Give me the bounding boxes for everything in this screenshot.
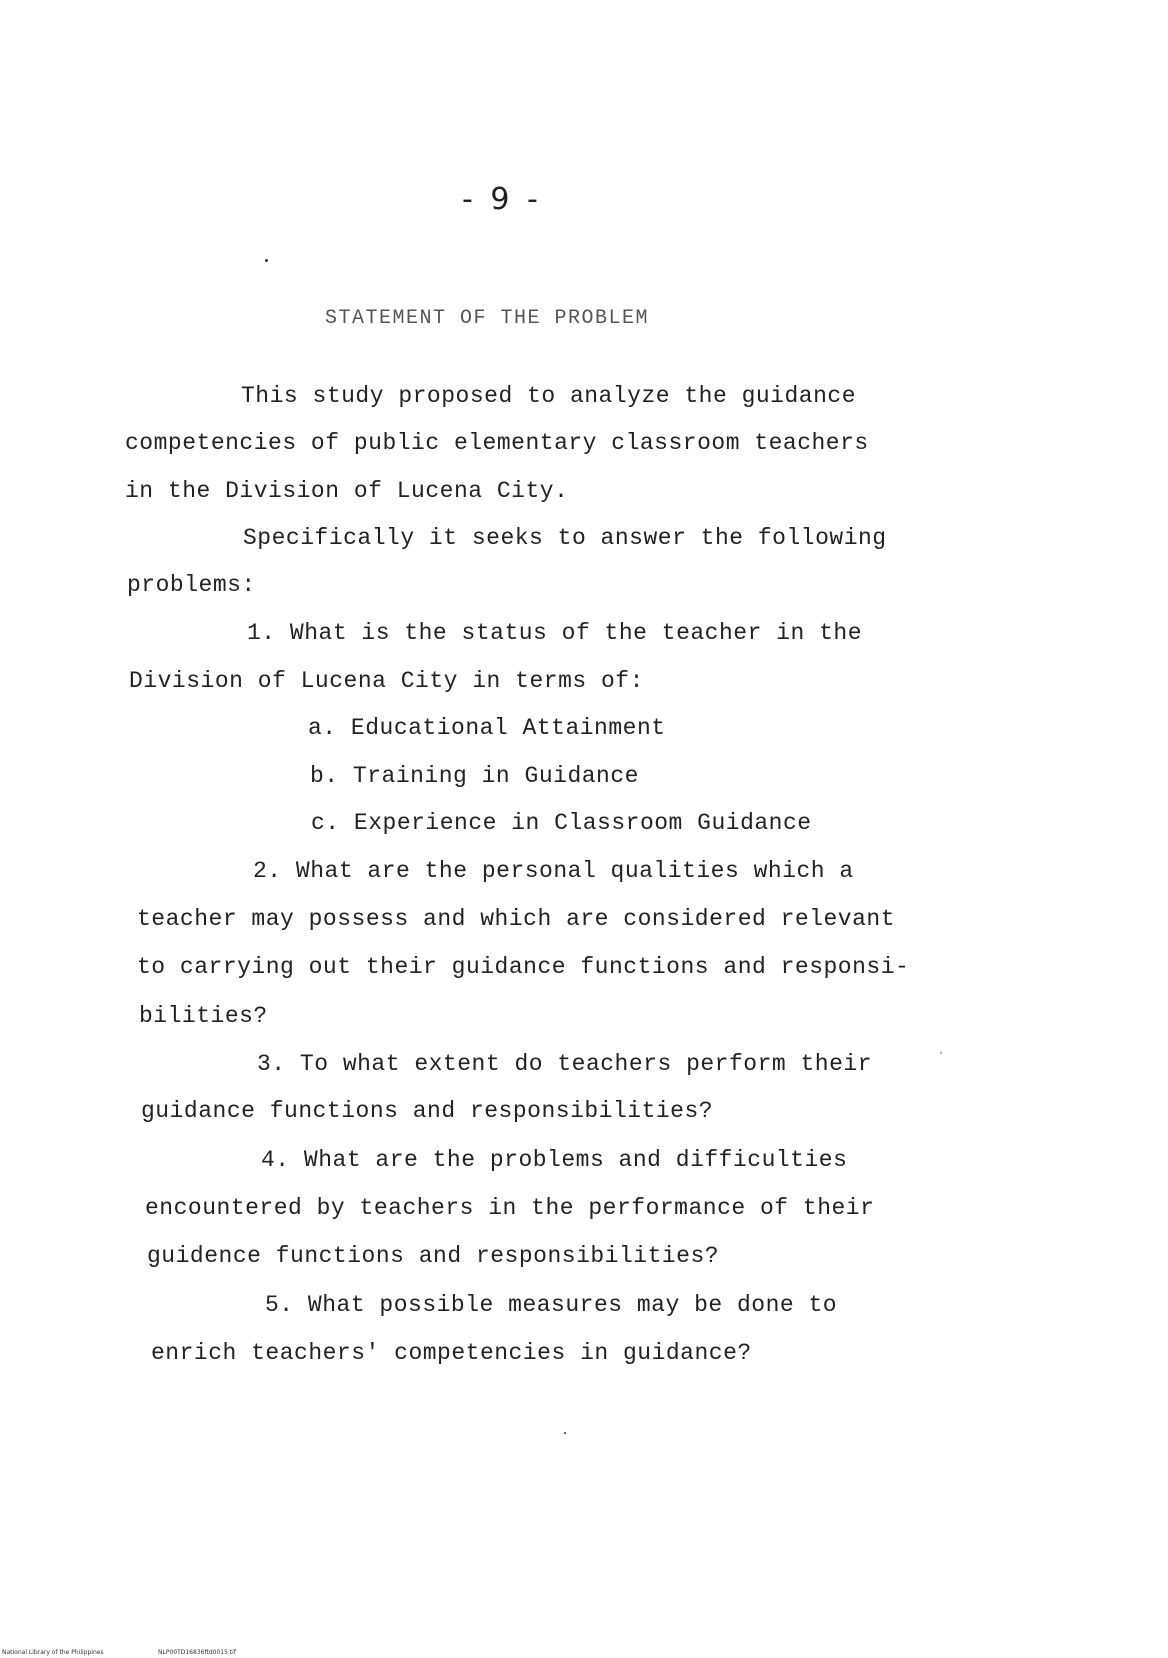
q2-line-1: 2. What are the personal qualities which a — [253, 858, 854, 884]
specific-line-1: Specifically it seeks to answer the following — [243, 525, 887, 551]
q5-line-2: enrich teachers' competencies in guidance? — [151, 1340, 752, 1366]
q2-line-4: bilities? — [139, 1003, 268, 1029]
q5-line-1: 5. What possible measures may be done to — [265, 1292, 838, 1318]
q1-line-1: 1. What is the status of the teacher in the — [247, 620, 862, 646]
intro-line-2: competencies of public elementary classroom teachers — [125, 430, 869, 456]
q1-item-b: b. Training in Guidance — [310, 763, 639, 789]
stray-mark — [265, 259, 268, 262]
intro-line-1: This study proposed to analyze the guidance — [241, 383, 856, 409]
q1-item-a: a. Educational Attainment — [308, 715, 666, 741]
q1-item-c: c. Experience in Classroom Guidance — [311, 810, 812, 836]
stray-mark — [940, 1052, 942, 1054]
intro-line-3: in the Division of Lucena City. — [125, 478, 569, 504]
scan-footer — [0, 1644, 1168, 1658]
q1-line-2: Division of Lucena City in terms of: — [129, 668, 644, 694]
q4-line-3: guidence functions and responsibilities? — [147, 1243, 720, 1269]
page-number: - 9 - — [462, 182, 542, 217]
specific-line-2: problems: — [127, 572, 256, 598]
q2-line-3: to carrying out their guidance functions and responsi- — [137, 954, 910, 980]
q3-line-2: guidance functions and responsibilities? — [141, 1098, 714, 1124]
stray-mark — [564, 1432, 566, 1434]
q2-line-2: teacher may possess and which are considered relevant — [137, 906, 896, 932]
file-identifier: NLP00TD16836ftd0015.tif — [158, 1649, 236, 1656]
q4-line-1: 4. What are the problems and difficulties — [261, 1147, 848, 1173]
q3-line-1: 3. To what extent do teachers perform their — [257, 1051, 872, 1077]
library-credit: National Library of the Philippines — [2, 1649, 104, 1656]
q4-line-2: encountered by teachers in the performance of their — [145, 1195, 875, 1221]
section-heading: STATEMENT OF THE PROBLEM — [325, 307, 650, 330]
